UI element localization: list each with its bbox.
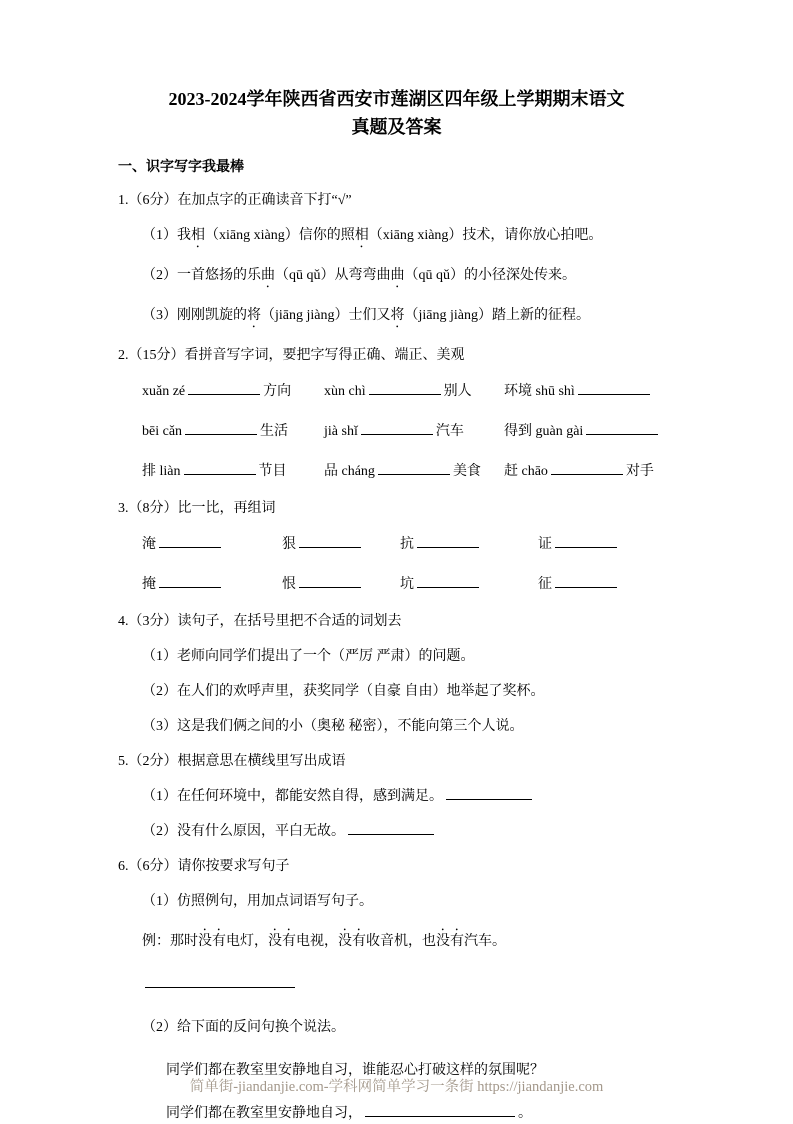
question-5-stem: 5.（2分）根据意思在横线里写出成语: [118, 753, 346, 769]
answer-blank: [348, 834, 434, 835]
character: 抗: [400, 536, 414, 552]
cell-suffix: 美食: [452, 463, 481, 479]
question-2-stem: 2.（15分）看拼音写字词，要把字写得正确、端正、美观: [118, 347, 465, 363]
answer-blank: [551, 474, 623, 475]
answer-blank: [299, 547, 361, 548]
pinyin-cell: [142, 420, 324, 440]
text-segment: （1）我: [142, 227, 191, 243]
emphasized-char: 相: [191, 227, 205, 243]
emphasized-char: 将: [390, 307, 405, 323]
answer-blank: [586, 434, 658, 435]
pinyin-text: bēi cǎn: [142, 423, 183, 439]
pinyin-cell: [142, 380, 324, 400]
cell-suffix: 方向: [263, 383, 292, 399]
answer-blank: [159, 587, 221, 588]
zuci-cell: [142, 573, 282, 593]
pinyin-cell: [142, 460, 324, 480]
text-segment: （3）刚刚凯旋的: [142, 307, 247, 323]
zuci-cell: [400, 533, 538, 553]
emphasized-char: 没有: [198, 933, 226, 949]
answer-blank: [299, 587, 361, 588]
pinyin-text: xuǎn zé: [142, 383, 186, 399]
answer-blank: [555, 587, 617, 588]
answer-blank: [159, 547, 221, 548]
item-text: （2）没有什么原因，平白无故。: [142, 823, 345, 839]
question-6-rewrite-line: [166, 1103, 675, 1124]
answer-blank: [184, 474, 256, 475]
cell-suffix: 汽车: [435, 423, 464, 439]
question-3: [118, 498, 675, 593]
pinyin-text: 品 cháng: [324, 463, 375, 479]
text-segment: 电灯，: [226, 933, 268, 949]
text-segment: （jiāng jiàng）士们又: [261, 307, 391, 323]
question-6-sub-2: （2）给下面的反问句换个说法。: [142, 1019, 345, 1035]
item-text: （1）在任何环境中，都能安然自得，感到满足。: [142, 788, 443, 804]
text-segment: 例：那时: [142, 933, 198, 949]
zuci-cell: [282, 533, 400, 553]
text-segment: （2）一首悠扬的乐: [142, 267, 261, 283]
character: 证: [538, 536, 552, 552]
character: 狠: [282, 536, 296, 552]
answer-blank: [378, 474, 450, 475]
zuci-cell: [538, 573, 675, 593]
cell-suffix: 别人: [443, 383, 472, 399]
question-4-item-3: （3）这是我们俩之间的小（奥秘 秘密），不能向第三个人说。: [142, 718, 524, 734]
text-segment: （qū qǔ）从弯弯曲: [275, 267, 391, 283]
pinyin-text: 赶 chāo: [504, 463, 548, 479]
emphasized-char: 没有: [268, 933, 296, 949]
sentence-suffix: 。: [518, 1105, 532, 1121]
emphasized-char: 曲: [261, 267, 275, 283]
question-6-example: [142, 926, 675, 952]
character: 淹: [142, 536, 156, 552]
zuci-grid: [142, 533, 675, 593]
question-1-item-3: [142, 305, 675, 331]
question-4-item-1: （1）老师向同学们提出了一个（严厉 严肃）的问题。: [142, 648, 475, 664]
answer-blank: [185, 434, 257, 435]
character: 坑: [400, 576, 414, 592]
question-1-item-2: [142, 265, 675, 291]
answer-blank: [365, 1116, 515, 1117]
cell-suffix: 生活: [260, 423, 289, 439]
question-5-item-2: [142, 821, 675, 842]
text-segment: 汽车。: [464, 933, 506, 949]
pinyin-text: 排 liàn: [142, 463, 181, 479]
pinyin-cell: [504, 460, 675, 480]
pinyin-cell: [324, 420, 504, 440]
character: 掩: [142, 576, 156, 592]
character: 征: [538, 576, 552, 592]
pinyin-text: xùn chì: [324, 383, 366, 399]
page-title: [118, 86, 675, 142]
pinyin-text: 得到 guàn gài: [504, 423, 584, 439]
cell-suffix: 对手: [625, 463, 654, 479]
sentence-prefix: 同学们都在教室里安静地自习，: [166, 1105, 362, 1121]
text-segment: （xiāng xiàng）信你的照: [205, 227, 355, 243]
answer-blank: [417, 587, 479, 588]
answer-blank: [446, 799, 532, 800]
question-6-source-sentence: 同学们都在教室里安静地自习，谁能忍心打破这样的氛围呢？: [166, 1062, 544, 1078]
pinyin-cell: [504, 380, 675, 400]
answer-blank: [145, 987, 295, 988]
emphasized-char: 曲: [390, 267, 405, 283]
zuci-cell: [142, 533, 282, 553]
text-segment: （jiāng jiàng）踏上新的征程。: [404, 307, 590, 323]
emphasized-char: 没有: [436, 933, 464, 949]
zuci-cell: [400, 573, 538, 593]
cell-suffix: 节目: [258, 463, 287, 479]
section-heading: 一、识字写字我最棒: [118, 159, 244, 175]
question-2: [118, 345, 675, 480]
pinyin-text: jià shǐ: [324, 423, 358, 439]
pinyin-cell: [324, 460, 504, 480]
question-1-item-1: [142, 225, 675, 251]
answer-blank: [578, 394, 650, 395]
text-segment: （qū qǔ）的小径深处传来。: [404, 267, 576, 283]
answer-blank: [369, 394, 441, 395]
question-1-stem: 1.（6分）在加点字的正确读音下打“√”: [118, 192, 352, 208]
question-1: [118, 190, 675, 331]
question-4-item-2: （2）在人们的欢呼声里，获奖同学（自豪 自由）地举起了奖杯。: [142, 683, 545, 699]
answer-blank: [417, 547, 479, 548]
emphasized-char: 将: [247, 307, 261, 323]
question-3-stem: 3.（8分）比一比，再组词: [118, 500, 276, 516]
question-5: [118, 751, 675, 842]
question-4: [118, 611, 675, 737]
page-title-line2: 真题及答案: [351, 116, 442, 137]
zuci-cell: [282, 573, 400, 593]
emphasized-char: 没有: [338, 933, 366, 949]
character: 恨: [282, 576, 296, 592]
answer-blank: [361, 434, 433, 435]
answer-blank: [188, 394, 260, 395]
text-segment: 收音机，也: [366, 933, 436, 949]
question-5-item-1: [142, 786, 675, 807]
emphasized-char: 相: [354, 227, 369, 243]
pinyin-cell: [324, 380, 504, 400]
question-6-answer-line: [142, 974, 675, 995]
question-6-stem: 6.（6分）请你按要求写句子: [118, 858, 290, 874]
zuci-cell: [538, 533, 675, 553]
pinyin-grid: [142, 380, 675, 480]
site-footer: 简单街-jiandanjie.com-学科网简单学习一条街 https://jiandanjie.com: [189, 1079, 604, 1095]
page-title-line1: 2023-2024学年陕西省西安市莲湖区四年级上学期期末语文: [168, 89, 625, 109]
text-segment: 电视，: [296, 933, 338, 949]
answer-blank: [555, 547, 617, 548]
pinyin-cell: [504, 420, 675, 440]
text-segment: （xiāng xiàng）技术，请你放心拍吧。: [368, 227, 603, 243]
question-6-sub-1: （1）仿照例句，用加点词语写句子。: [142, 893, 373, 909]
question-4-stem: 4.（3分）读句子，在括号里把不合适的词划去: [118, 613, 402, 629]
pinyin-text: 环境 shū shì: [504, 383, 575, 399]
